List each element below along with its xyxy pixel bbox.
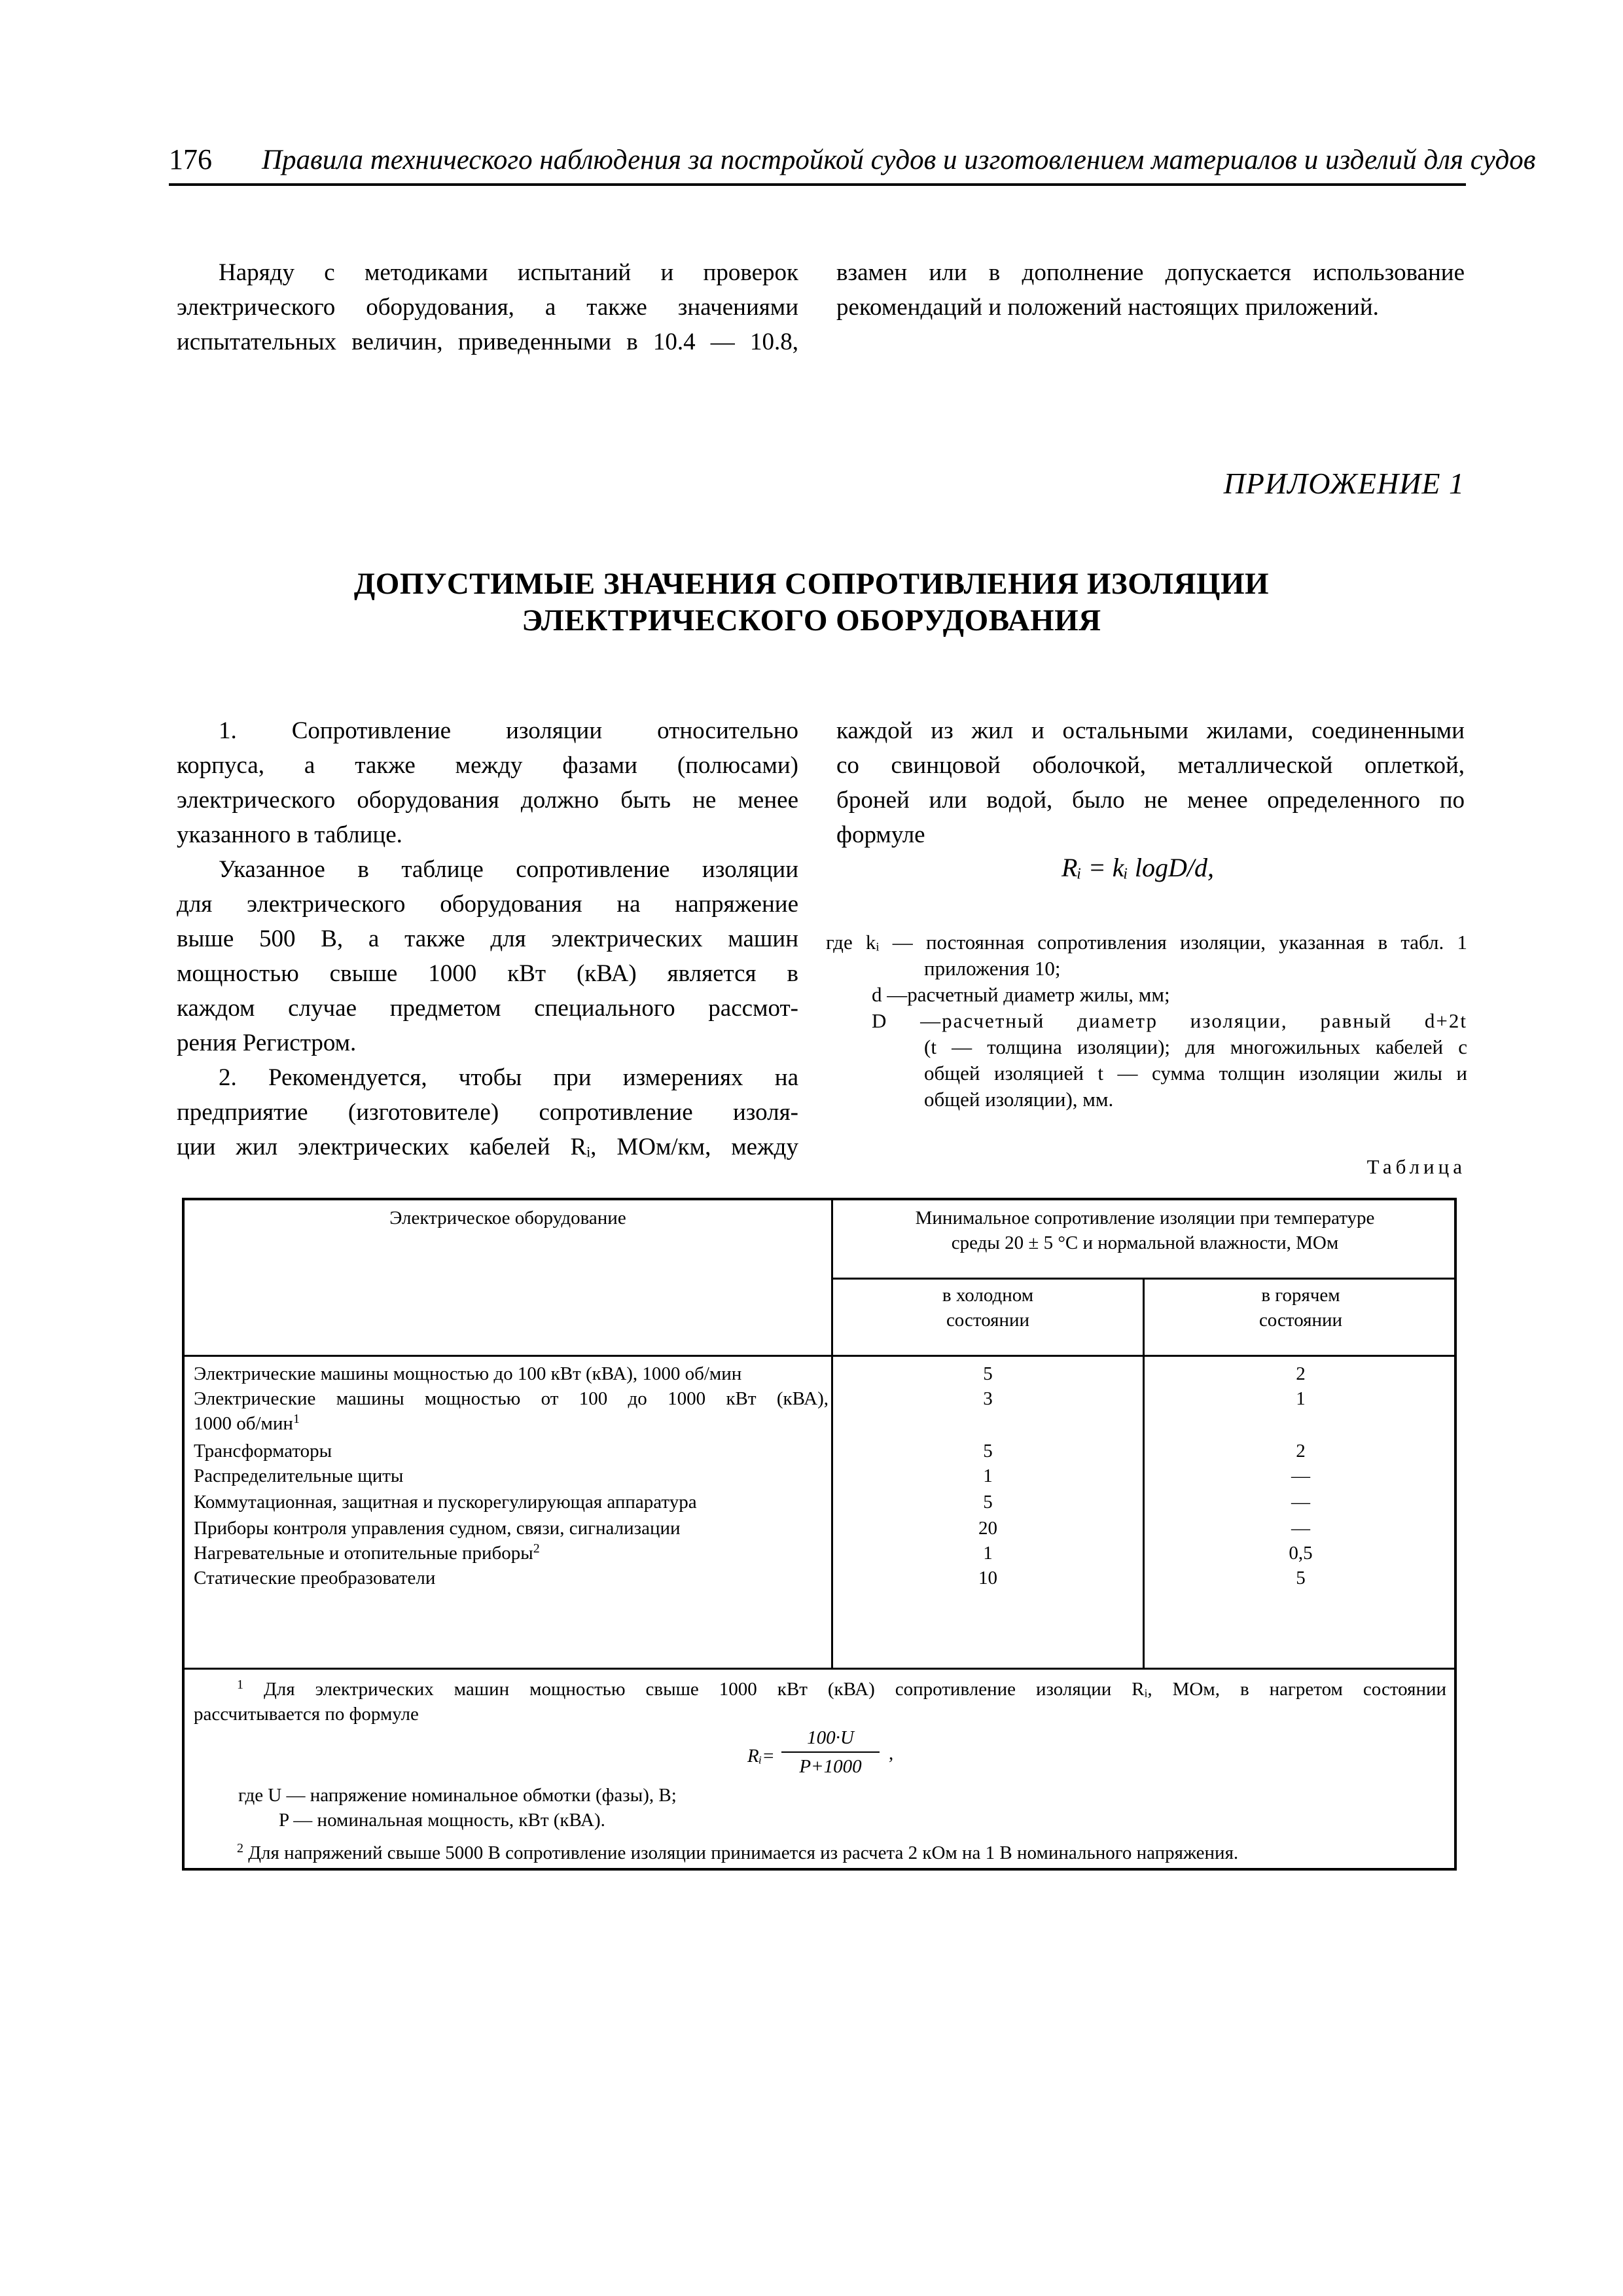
header-line: среды 20 ± 5 °С и нормальной влажности, МОм (951, 1232, 1339, 1253)
legend-line: d —расчетный диаметр жилы, мм; (872, 983, 1170, 1006)
legend-line: где kᵢ — постоянная сопротивления изоляции, указанная в табл. 1 (826, 931, 1467, 954)
table-cell-hot: 5 (1296, 1568, 1306, 1588)
footnote-formula-lhs: Rᵢ= (747, 1746, 775, 1767)
footnote-legend-line: P — номинальная мощность, кВт (кВА). (279, 1810, 605, 1831)
text-line: электрического оборудования должно быть не менее (177, 787, 798, 814)
text-line: каждом случае предметом специального рассмот- (177, 995, 798, 1022)
text-line: корпуса, а также между фазами (полюсами) (177, 752, 798, 779)
text-line: каждой из жил и остальными жилами, соединенными (836, 717, 1465, 744)
formula-legend (826, 929, 1467, 1113)
header-line: Минимальное сопротивление изоляции при температуре (915, 1208, 1375, 1229)
running-title: Правила технического наблюдения за постройкой судов и изготовлением материалов и изделий для судов (262, 145, 1536, 175)
table-cell-hot: 2 (1296, 1363, 1306, 1384)
text-line: предприятие (изготовителе) сопротивление изоля- (177, 1099, 798, 1126)
text-line: со свинцовой оболочкой, металлической оплеткой, (836, 752, 1465, 779)
header-line: состоянии (946, 1310, 1030, 1331)
table-cell-cold: 5 (983, 1441, 993, 1462)
header-line: в горячем (1261, 1285, 1340, 1306)
footnote-marker: 1 (237, 1677, 243, 1692)
table-row-equipment: Коммутационная, защитная и пускорегулирующая аппаратура (194, 1492, 697, 1513)
title-line: ДОПУСТИМЫЕ ЗНАЧЕНИЯ СОПРОТИВЛЕНИЯ ИЗОЛЯЦИИ (353, 567, 1270, 601)
legend-line: (t — толщина изоляции); для многожильных кабелей с (924, 1035, 1467, 1058)
appendix-label: ПРИЛОЖЕНИЕ 1 (1223, 467, 1465, 500)
text-line: рения Регистром. (177, 1030, 357, 1056)
header-min-resistance (833, 1206, 1457, 1255)
table-row-equipment-cont (194, 1411, 1005, 1436)
table-cell-cold: 1 (983, 1465, 993, 1486)
page-number: 176 (169, 143, 212, 175)
table-cell-hot: — (1291, 1465, 1310, 1486)
table-cell-hot: 2 (1296, 1441, 1306, 1462)
table-caption: Таблица (1366, 1155, 1466, 1178)
text-line: электрического оборудования, а также значениями (177, 294, 798, 321)
table-cell-cold: 1 (983, 1543, 993, 1564)
header-line: состоянии (1258, 1310, 1343, 1331)
fraction-bar (781, 1751, 880, 1753)
table-cell-hot: — (1291, 1518, 1310, 1539)
text-line: 2. Рекомендуется, чтобы при измерениях на (219, 1064, 798, 1091)
footnote-1-cont: рассчитывается по формуле (194, 1704, 419, 1725)
text-line: броней или водой, было не менее определенного по (836, 787, 1465, 814)
footnote-text: Для электрических машин мощностью свыше 1000 кВт (кВА) сопротивление изоляции Rᵢ, МОм, в нагретом состоянии (264, 1679, 1446, 1700)
title-line: ЭЛЕКТРИЧЕСКОГО ОБОРУДОВАНИЯ (522, 603, 1101, 637)
table-cell-cold: 5 (983, 1492, 993, 1513)
text-line: Наряду с методиками испытаний и проверок (219, 259, 798, 286)
text-line: формуле (836, 821, 925, 848)
table-row-equipment: Статические преобразователи (194, 1568, 436, 1588)
header-equipment: Электрическое оборудование (389, 1208, 626, 1229)
section-left-column (177, 713, 798, 1164)
table-row-equipment: Электрические машины мощностью до 100 кВт (кВА), 1000 об/мин (194, 1363, 742, 1384)
footnote-legend-line: где U — напряжение номинальное обмотки (фазы), В; (238, 1785, 677, 1806)
text-line: выше 500 В, а также для электрических машин (177, 925, 798, 952)
header-line: в холодном (942, 1285, 1034, 1306)
footnote-text: Для напряжений свыше 5000 В сопротивление изоляции принимается из расчета 2 кОм на 1 В номинального напряжения. (248, 1842, 1239, 1863)
table-row-equipment: Электрические машины мощностью от 100 до 1000 кВт (кВА), (194, 1388, 829, 1409)
text-line: ции жил электрических кабелей Rᵢ, МОм/км, между (177, 1134, 798, 1160)
table-cell-hot: — (1291, 1492, 1310, 1513)
table-divider (185, 1668, 1457, 1670)
table-divider (831, 1278, 1457, 1280)
text-line: рекомендаций и положений настоящих приложений. (836, 294, 1379, 321)
legend-line: D —расчетный диаметр изоляции, равный d+2t (872, 1009, 1467, 1032)
header-rule (169, 183, 1466, 186)
footnote-formula-denominator: P+1000 (799, 1756, 862, 1777)
header-cold-state (833, 1283, 1143, 1333)
equipment-text: Нагревательные и отопительные приборы (194, 1543, 533, 1564)
text-line: указанного в таблице. (177, 821, 402, 848)
table-cell-cold: 5 (983, 1363, 993, 1384)
section-title (196, 565, 1427, 639)
table-row-equipment: Приборы контроля управления судном, связи, сигнализации (194, 1518, 681, 1539)
footnote-2 (237, 1840, 1238, 1865)
formula-insulation-resistance: Rᵢ = kᵢ logD/d, (1061, 853, 1214, 882)
table-divider (185, 1355, 1457, 1357)
header-hot-state (1145, 1283, 1457, 1333)
text-line: взамен или в дополнение допускается использование (836, 259, 1465, 286)
table-cell-cold: 3 (983, 1388, 993, 1409)
table-row-equipment: Распределительные щиты (194, 1465, 404, 1486)
legend-line: приложения 10; (924, 957, 1061, 980)
text-line: Указанное в таблице сопротивление изоляции (219, 856, 798, 883)
legend-line: общей изоляцией t — сумма толщин изоляции жилы и (924, 1062, 1467, 1085)
footnote-ref: 1 (293, 1412, 300, 1426)
text-line: мощностью свыше 1000 кВт (кВА) является в (177, 960, 798, 987)
table-cell-hot: 0,5 (1289, 1543, 1313, 1564)
intro-right-column (836, 255, 1465, 325)
footnote-marker: 2 (237, 1841, 243, 1856)
footnote-formula-numerator: 100·U (807, 1727, 854, 1748)
footnote-1 (194, 1677, 1446, 1702)
footnote-ref: 2 (533, 1541, 540, 1556)
insulation-table (182, 1198, 1457, 1871)
text-line: 1. Сопротивление изоляции относительно (219, 717, 798, 744)
table-row-equipment: Трансформаторы (194, 1441, 332, 1462)
intro-left-column (177, 255, 798, 359)
legend-line: общей изоляции), мм. (924, 1088, 1114, 1111)
text-line: испытательных величин, приведенными в 10.4 — 10.8, (177, 329, 798, 355)
table-cell-cold: 20 (978, 1518, 997, 1539)
text-line: для электрического оборудования на напряжение (177, 891, 798, 918)
section-right-column (836, 713, 1465, 852)
table-cell-cold: 10 (978, 1568, 997, 1588)
equipment-cont-text: 1000 об/мин (194, 1413, 293, 1434)
footnote-formula-comma: , (889, 1743, 894, 1764)
table-cell-hot: 1 (1296, 1388, 1306, 1409)
